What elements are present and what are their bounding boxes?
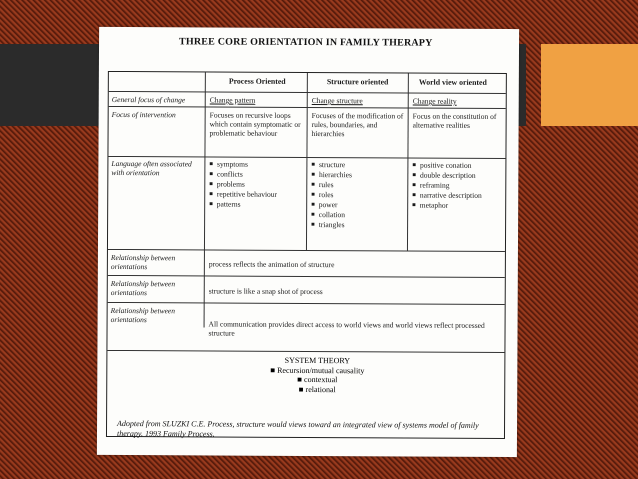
cell-worldview-intervention: Focus on the constitution of alternative realities	[412, 111, 497, 130]
list-item: ■ power	[311, 200, 352, 210]
row-divider	[108, 275, 505, 278]
relationship-text-1: process reflects the animation of structure	[208, 259, 335, 270]
list-item: ■ conflicts	[209, 169, 277, 179]
relationship-text-3: All communication provides direct access to world views and world views reflect processed structure	[208, 319, 485, 338]
row-divider	[108, 249, 505, 252]
scanned-document	[97, 27, 519, 457]
system-theory-item: ■ relational	[298, 384, 336, 394]
row-divider	[108, 302, 505, 305]
list-item: ■ double description	[412, 171, 482, 181]
list-item: ■ symptoms	[209, 159, 277, 169]
list-item: ■ structure	[311, 160, 352, 170]
relationship-text-2: structure is like a snap shot of process	[208, 286, 323, 297]
list-item: ■ reframing	[412, 181, 482, 191]
row-label-intervention: Focus of intervention	[111, 109, 176, 120]
dark-accent-bar	[0, 44, 110, 126]
system-theory-item: ■ Recursion/mutual causality	[270, 365, 365, 375]
col-divider	[407, 74, 409, 251]
row-label-general-focus: General focus of change	[111, 94, 186, 105]
system-theory-title: SYSTEM THEORY	[284, 355, 351, 366]
source-citation: Adopted from SLUZKI C.E. Process, structure would views toward an integrated view of systems model of family therapy. 1993 Family Process.	[116, 419, 479, 439]
list-item: ■ collation	[311, 210, 352, 220]
cell-structure-focus: Change structure	[311, 96, 363, 106]
row-label-relationship-2: Relationship between orientations	[110, 278, 176, 298]
list-item: ■ patterns	[209, 199, 277, 209]
cell-process-intervention: Focuses on recursive loops which contain symptomatic or problematic behaviour	[209, 110, 301, 138]
cell-process-focus: Change pattern	[209, 95, 256, 105]
list-item: ■ triangles	[311, 220, 352, 230]
column-header-worldview: World view oriented	[418, 77, 487, 87]
row-divider	[107, 350, 504, 353]
list-item: ■ narrative description	[412, 191, 482, 201]
list-item: ■ rules	[311, 180, 352, 190]
row-label-relationship-3: Relationship between orientations	[110, 305, 176, 325]
list-item: ■ repetitive behaviour	[209, 189, 277, 199]
list-item: ■ metaphor	[412, 201, 482, 211]
process-language-list	[209, 159, 277, 209]
cell-structure-intervention: Focuses of the modification of rules, boundaries, and hierarchies	[311, 111, 404, 139]
list-item: ■ positive conation	[412, 161, 482, 171]
list-item: ■ hierarchies	[311, 170, 352, 180]
row-label-language: Language often associated with orientation	[111, 158, 192, 178]
col-divider	[306, 73, 308, 250]
system-theory-block	[247, 356, 387, 395]
list-item: ■ problems	[209, 179, 277, 189]
document-title: THREE CORE ORIENTATION IN FAMILY THERAPY	[179, 36, 433, 49]
structure-language-list	[311, 160, 352, 230]
list-item: ■ roles	[311, 190, 352, 200]
row-label-relationship-1: Relationship between orientations	[110, 252, 176, 272]
worldview-language-list	[412, 161, 482, 211]
column-header-process: Process Oriented	[228, 76, 286, 86]
orientation-table	[106, 71, 507, 439]
column-header-structure: Structure oriented	[326, 77, 389, 87]
col-divider	[204, 72, 206, 327]
orange-accent-block	[541, 44, 638, 126]
cell-worldview-focus: Change reality	[412, 96, 457, 106]
system-theory-item: ■ contextual	[297, 374, 338, 385]
